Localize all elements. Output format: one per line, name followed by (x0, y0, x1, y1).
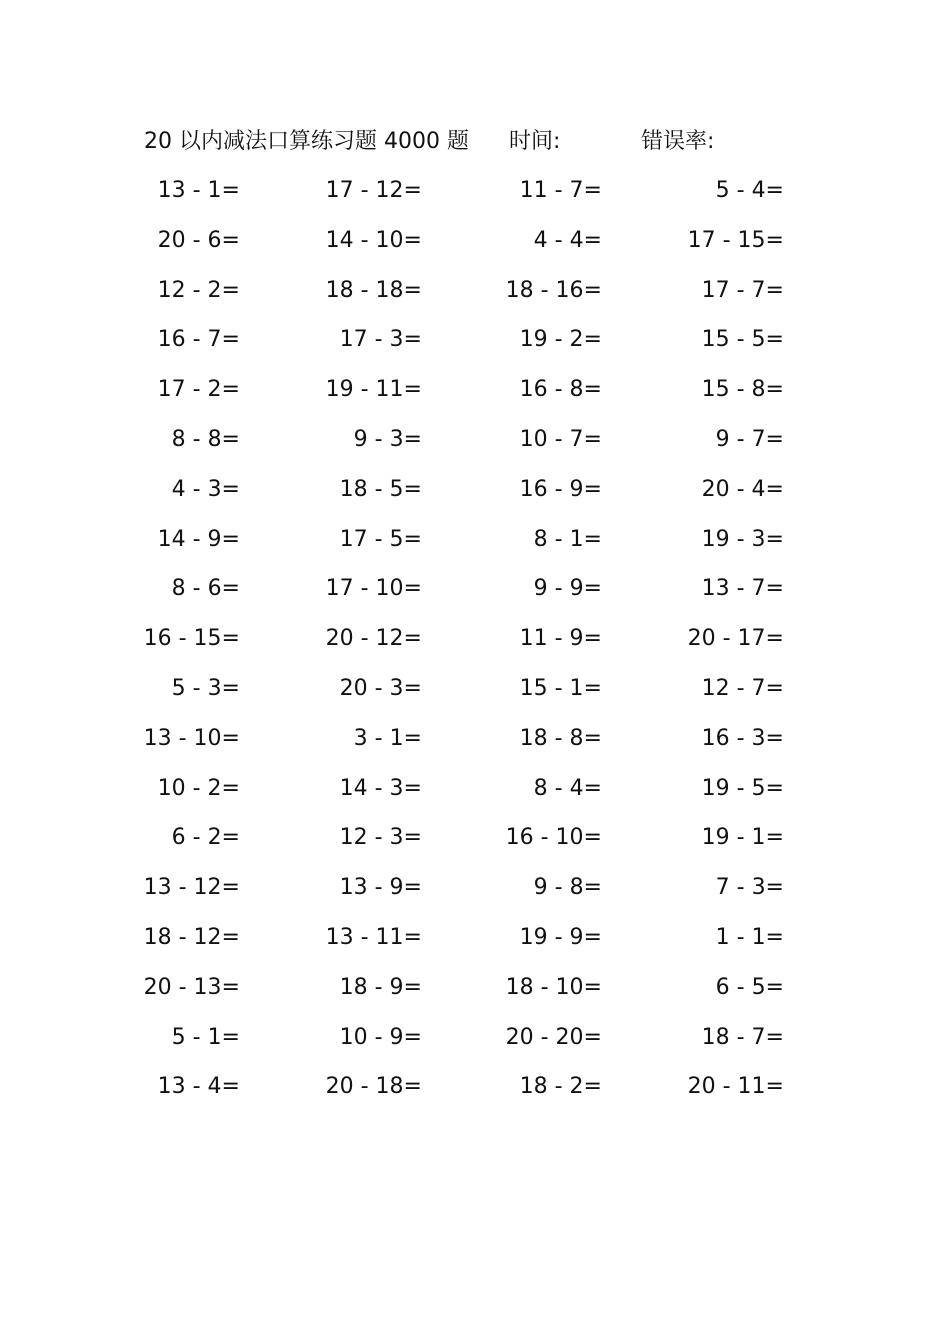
problem-item: 15 - 8= (701, 377, 784, 403)
problem-row (0, 321, 950, 371)
problem-item: 15 - 5= (701, 327, 784, 353)
problem-item: 10 - 2= (157, 775, 240, 801)
problem-row (0, 570, 950, 620)
problem-item: 13 - 7= (701, 576, 784, 602)
problem-item: 5 - 4= (715, 178, 784, 203)
worksheet-header (0, 126, 950, 158)
problem-item: 16 - 8= (519, 377, 602, 403)
problem-item: 19 - 3= (701, 526, 784, 552)
problem-item: 18 - 7= (701, 1024, 784, 1050)
problem-item: 14 - 3= (339, 775, 422, 801)
problem-row (0, 421, 950, 471)
problem-item: 17 - 3= (339, 327, 422, 353)
problem-item: 10 - 7= (519, 426, 602, 452)
problem-item: 13 - 9= (339, 875, 422, 901)
problem-item: 17 - 15= (687, 227, 784, 253)
problem-item: 20 - 3= (339, 675, 422, 701)
problem-item: 13 - 4= (157, 1074, 240, 1100)
problem-item: 14 - 10= (325, 227, 422, 253)
problem-item: 20 - 18= (325, 1074, 422, 1100)
problem-item: 19 - 9= (519, 924, 602, 950)
problem-row (0, 819, 950, 869)
problem-item: 19 - 11= (325, 377, 422, 403)
problem-item: 13 - 11= (325, 924, 422, 950)
problem-item: 8 - 8= (171, 426, 240, 452)
problem-row (0, 919, 950, 969)
problem-row (0, 720, 950, 770)
problem-row (0, 869, 950, 919)
problem-item: 7 - 3= (715, 875, 784, 901)
problem-item: 3 - 1= (353, 725, 422, 751)
problem-row (0, 969, 950, 1019)
problem-item: 20 - 17= (687, 626, 784, 652)
problem-item: 18 - 2= (519, 1074, 602, 1100)
problem-item: 16 - 3= (701, 725, 784, 751)
problem-item: 10 - 9= (339, 1024, 422, 1050)
problem-item: 14 - 9= (157, 526, 240, 552)
problem-item: 4 - 3= (171, 476, 240, 502)
problem-item: 18 - 5= (339, 476, 422, 502)
problem-item: 16 - 9= (519, 476, 602, 502)
problem-item: 9 - 9= (533, 576, 602, 602)
error-rate-label: 错误率: (641, 129, 715, 154)
problem-row (0, 521, 950, 571)
problem-item: 18 - 16= (505, 277, 602, 303)
problem-item: 17 - 7= (701, 277, 784, 303)
problem-item: 16 - 15= (143, 626, 240, 652)
problem-item: 19 - 1= (701, 825, 784, 851)
problem-item: 18 - 18= (325, 277, 422, 303)
problem-row (0, 172, 950, 222)
problem-row (0, 1019, 950, 1069)
problem-item: 11 - 7= (519, 178, 602, 203)
problem-item: 20 - 11= (687, 1074, 784, 1100)
problem-item: 13 - 10= (143, 725, 240, 751)
problem-row (0, 1068, 950, 1118)
problem-item: 13 - 1= (157, 178, 240, 203)
problem-row (0, 670, 950, 720)
problem-item: 17 - 10= (325, 576, 422, 602)
problem-item: 11 - 9= (519, 626, 602, 652)
problem-item: 16 - 7= (157, 327, 240, 353)
problem-item: 4 - 4= (533, 227, 602, 253)
problem-item: 15 - 1= (519, 675, 602, 701)
problem-item: 9 - 3= (353, 426, 422, 452)
problem-item: 12 - 7= (701, 675, 784, 701)
problem-item: 19 - 2= (519, 327, 602, 353)
worksheet-title: 20 以内减法口算练习题 4000 题 (144, 129, 469, 154)
problem-item: 17 - 12= (325, 178, 422, 203)
problem-item: 16 - 10= (505, 825, 602, 851)
problem-item: 20 - 20= (505, 1024, 602, 1050)
problem-row (0, 620, 950, 670)
problem-grid (0, 172, 950, 1118)
problem-item: 17 - 5= (339, 526, 422, 552)
problem-item: 18 - 10= (505, 974, 602, 1000)
problem-row (0, 471, 950, 521)
problem-item: 12 - 2= (157, 277, 240, 303)
problem-item: 18 - 8= (519, 725, 602, 751)
problem-item: 1 - 1= (715, 924, 784, 950)
problem-item: 20 - 4= (701, 476, 784, 502)
problem-item: 5 - 1= (171, 1024, 240, 1050)
problem-item: 12 - 3= (339, 825, 422, 851)
problem-item: 8 - 4= (533, 775, 602, 801)
problem-item: 8 - 6= (171, 576, 240, 602)
problem-row (0, 371, 950, 421)
problem-item: 9 - 8= (533, 875, 602, 901)
problem-row (0, 770, 950, 820)
problem-item: 13 - 12= (143, 875, 240, 901)
problem-item: 6 - 5= (715, 974, 784, 1000)
problem-item: 20 - 12= (325, 626, 422, 652)
problem-item: 19 - 5= (701, 775, 784, 801)
problem-item: 5 - 3= (171, 675, 240, 701)
problem-item: 9 - 7= (715, 426, 784, 452)
problem-item: 6 - 2= (171, 825, 240, 851)
problem-item: 18 - 12= (143, 924, 240, 950)
problem-item: 18 - 9= (339, 974, 422, 1000)
problem-item: 20 - 13= (143, 974, 240, 1000)
time-label: 时间: (509, 129, 561, 154)
problem-item: 20 - 6= (157, 227, 240, 253)
problem-row (0, 222, 950, 272)
problem-row (0, 272, 950, 322)
problem-item: 17 - 2= (157, 377, 240, 403)
problem-item: 8 - 1= (533, 526, 602, 552)
